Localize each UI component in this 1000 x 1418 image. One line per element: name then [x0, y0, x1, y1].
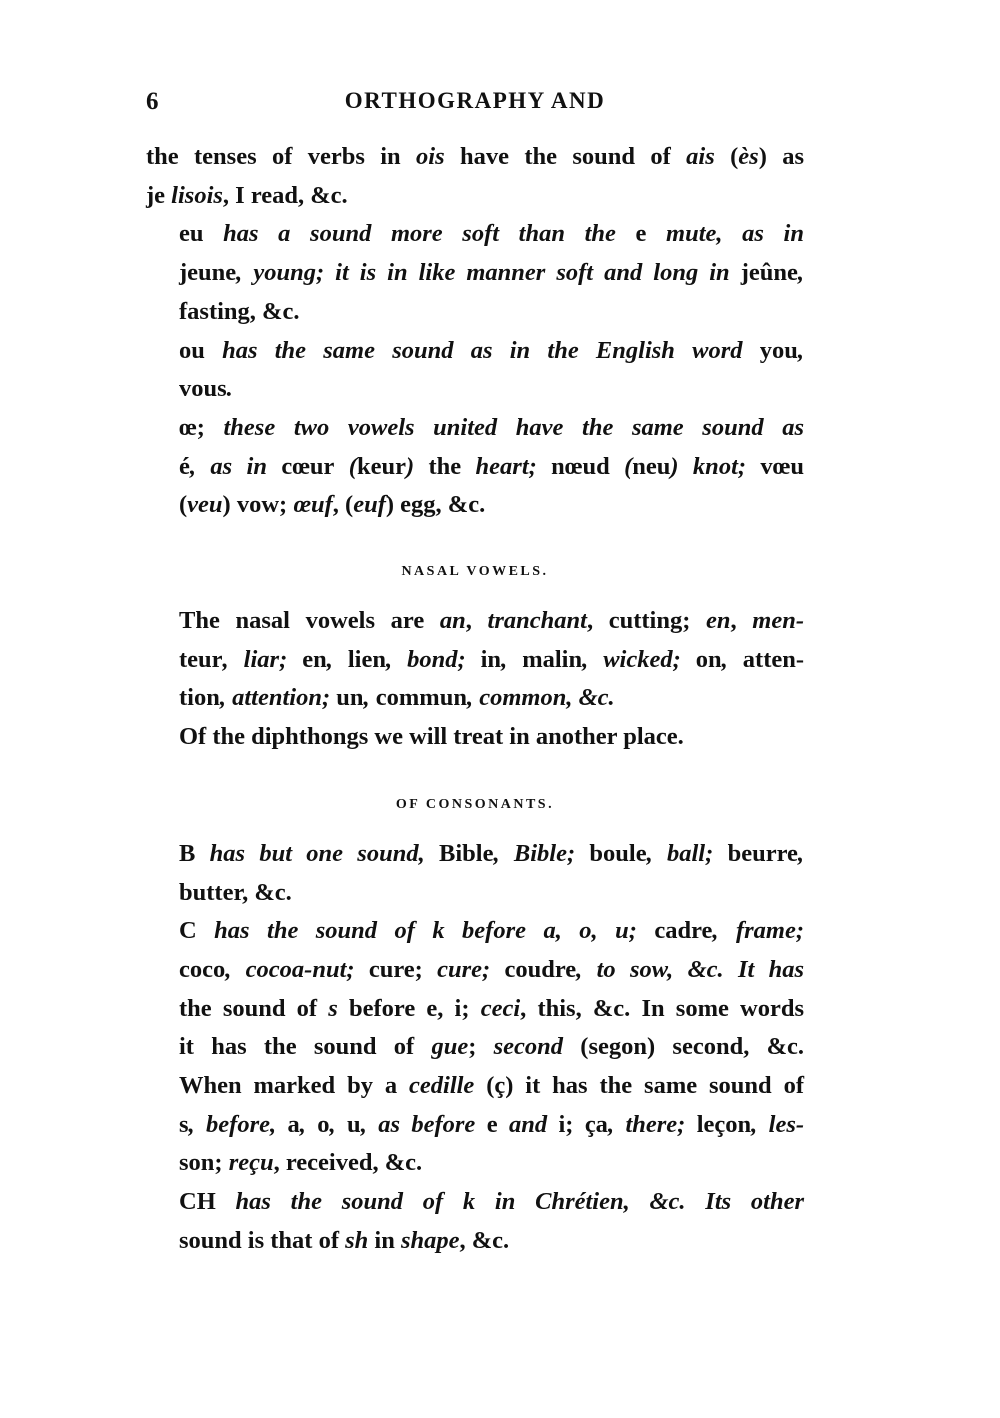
text-line: sound is that of sh in shape, &c.: [179, 1226, 510, 1254]
italic-term: , ball;: [646, 839, 728, 867]
italic-term: has the sound of k in Chrétien, &c. Its other: [215, 1188, 804, 1216]
text-line: Of the diphthongs we will treat in another place.: [179, 723, 684, 751]
italic-term: , there;: [607, 1110, 697, 1138]
italic-term: ,: [797, 336, 804, 364]
italic-term: an: [439, 607, 466, 635]
italic-term: euf: [353, 491, 386, 519]
italic-term: , Bible;: [493, 839, 590, 867]
italic-term: gue: [431, 1033, 469, 1061]
italic-term: , to sow, &c. It has: [576, 955, 804, 983]
italic-term: ,: [501, 645, 523, 673]
text-line: When marked by a cedille (ç) it has the same sound of: [179, 1072, 804, 1100]
paragraph-consonant-c: [146, 912, 804, 1183]
italic-term: , cocoa-nut;: [225, 955, 369, 983]
italic-term: , attention;: [219, 684, 337, 712]
italic-term: heart;: [461, 452, 552, 480]
text-line: ou has the same sound as in the English word you,: [179, 336, 804, 364]
paragraph-oe: [146, 409, 804, 525]
text-line: the tenses of verbs in ois have the sound of ais (ès) as: [146, 143, 804, 170]
italic-term: has the same sound as in the English word: [204, 336, 760, 364]
italic-term: s: [328, 994, 338, 1022]
italic-term: , bond;: [385, 645, 481, 673]
text-line: eu has a sound more soft than the e mute, as in: [179, 220, 804, 248]
italic-term: tranchant: [487, 607, 587, 635]
paragraph-ou: [146, 332, 804, 409]
italic-term: ais: [686, 143, 715, 170]
italic-term: , as before: [360, 1110, 487, 1138]
italic-term: lisois: [171, 181, 223, 209]
italic-term: ,: [329, 1110, 348, 1138]
text-line: vous.: [179, 375, 233, 403]
italic-term: these two vowels united have the same sound as: [204, 413, 804, 441]
italic-term: , les-: [751, 1110, 805, 1138]
text-line: son; reçu, received, &c.: [179, 1149, 423, 1177]
running-head: ORTHOGRAPHY AND: [344, 88, 606, 113]
italic-term: ,: [363, 684, 376, 712]
text-line: é, as in cœur (keur) the heart; nœud (neu) knot; vœu: [179, 452, 804, 480]
italic-term: ): [405, 452, 429, 480]
text-line: œ; these two vowels united have the same sound as: [179, 413, 804, 441]
italic-term: men-: [752, 607, 805, 635]
italic-term: shape: [400, 1226, 460, 1254]
italic-term: mute, as in: [646, 220, 804, 248]
italic-term: sh: [345, 1226, 369, 1254]
text-line: coco, cocoa-nut; cure; cure; coudre, to sow, &c. It has: [179, 955, 804, 983]
italic-term: ,: [797, 259, 804, 287]
italic-term: ,: [721, 645, 743, 673]
italic-term: , frame;: [712, 917, 804, 945]
italic-term: has the sound of k before a, o, u;: [196, 917, 655, 945]
italic-term: ceci: [480, 994, 521, 1022]
italic-term: second: [493, 1033, 564, 1061]
text-line: it has the sound of gue; second (segon) second, &c.: [179, 1033, 805, 1061]
page-body: [146, 138, 804, 1261]
italic-term: has but one sound,: [195, 839, 439, 867]
italic-term: en: [706, 607, 731, 635]
text-line: (veu) vow; œuf, (euf) egg, &c.: [179, 491, 486, 519]
text-line: tion, attention; un, commun, common, &c.: [179, 684, 615, 712]
italic-term: cure;: [422, 955, 505, 983]
italic-term: , before,: [188, 1110, 288, 1138]
italic-term: ,: [797, 839, 804, 867]
italic-term: ,: [326, 645, 348, 673]
italic-term: , liar;: [222, 645, 303, 673]
paragraph-consonant-b: [146, 835, 804, 912]
italic-term: has a sound more soft than the: [203, 220, 636, 248]
paragraph-diphthongs: [146, 718, 804, 757]
italic-term: ) knot;: [670, 452, 761, 480]
section-heading-consonants: OF CONSONANTS.: [395, 796, 555, 812]
page-header: [146, 88, 804, 122]
paragraph-consonant-ch: [146, 1183, 804, 1260]
italic-term: , young; it is in like manner soft and long in: [236, 259, 741, 287]
italic-term: veu: [187, 491, 223, 519]
italic-term: ,: [299, 1110, 318, 1138]
paragraph-oi-continuation: [146, 138, 804, 215]
italic-term: [573, 1111, 584, 1138]
text-line: jeune, young; it is in like manner soft and long in jeûne,: [179, 259, 804, 287]
text-line: butter, &c.: [179, 878, 292, 906]
paragraph-nasal-vowels: [146, 602, 804, 718]
italic-term: , wicked;: [582, 645, 696, 673]
italic-term: ois: [416, 143, 445, 170]
italic-term: reçu: [228, 1149, 274, 1177]
text-line: fasting, &c.: [179, 297, 300, 325]
text-line: je lisois, I read, &c.: [146, 181, 348, 209]
text-line: C has the sound of k before a, o, u; cadre, frame;: [179, 917, 804, 945]
italic-term: ès: [738, 143, 759, 170]
text-line: B has but one sound, Bible, Bible; boule, ball; beurre,: [179, 839, 804, 867]
text-line: The nasal vowels are an, tranchant, cutting; en, men-: [179, 607, 805, 635]
section-heading-nasal-vowels: NASAL VOWELS.: [401, 564, 549, 580]
italic-term: .: [226, 375, 233, 403]
paragraph-eu: [146, 215, 804, 331]
italic-term: cedille: [409, 1072, 475, 1100]
italic-term: (: [334, 452, 357, 480]
italic-term: , common, &c.: [466, 684, 615, 712]
italic-term: (: [609, 452, 633, 480]
italic-term: and: [497, 1110, 559, 1138]
italic-term: , as in: [189, 452, 282, 480]
text-line: CH has the sound of k in Chrétien, &c. Its other: [179, 1188, 804, 1216]
text-line: the sound of s before e, i; ceci, this, &c. In some words: [179, 994, 805, 1022]
page-number: 6: [146, 88, 159, 115]
italic-term: œuf: [293, 491, 333, 519]
text-line: teur, liar; en, lien, bond; in, malin, wicked; on, atten-: [179, 645, 805, 673]
text-line: s, before, a, o, u, as before e and i; ça, there; leçon, les-: [179, 1110, 805, 1138]
